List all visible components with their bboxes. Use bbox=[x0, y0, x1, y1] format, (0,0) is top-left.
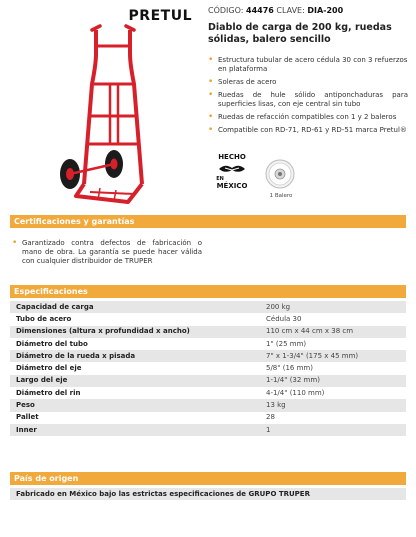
spec-label: Tubo de acero bbox=[10, 313, 260, 325]
feature-list bbox=[208, 56, 408, 135]
hand-truck-icon bbox=[30, 24, 180, 204]
spec-label: Capacidad de carga bbox=[10, 301, 260, 313]
table-row bbox=[10, 313, 406, 325]
table-row bbox=[10, 301, 406, 313]
mexico-seal-word: EN bbox=[216, 176, 224, 182]
badges-row bbox=[213, 153, 333, 203]
spec-value: 200 kg bbox=[260, 301, 406, 313]
product-clave: DIA-200 bbox=[307, 6, 344, 15]
brand-logo: PRETUL bbox=[128, 8, 192, 24]
spec-value: 1-1/4" (32 mm) bbox=[260, 375, 406, 387]
product-code-line bbox=[208, 6, 408, 18]
product-title: Diablo de carga de 200 kg, ruedas sólidas, balero sencillo bbox=[208, 22, 392, 45]
table-row bbox=[10, 362, 406, 374]
code-label: CÓDIGO: bbox=[208, 6, 244, 15]
product-header bbox=[0, 0, 416, 211]
bearing-label: 1 Balero bbox=[269, 193, 293, 199]
spec-value: 110 cm x 44 cm x 38 cm bbox=[260, 326, 406, 338]
mexico-seal-hands-icon bbox=[217, 162, 247, 176]
spec-label: Dimensiones (altura x profundidad x ancho) bbox=[10, 326, 260, 338]
feature-item: • Compatible con RD-71, RD-61 y RD-51 marca Pretul® bbox=[208, 126, 408, 135]
feature-item: • Soleras de acero bbox=[208, 78, 408, 87]
product-image-panel bbox=[10, 6, 200, 211]
feature-item: • Estructura tubular de acero cédula 30 con 3 refuerzos en plataforma bbox=[208, 56, 408, 74]
mexico-seal-word: HECHO bbox=[218, 153, 246, 161]
table-row bbox=[10, 399, 406, 411]
feature-item: • Ruedas de refacción compatibles con 1 y 2 baleros bbox=[208, 113, 408, 122]
certifications-header: Certificaciones y garantías bbox=[10, 215, 406, 228]
table-row bbox=[10, 326, 406, 338]
table-row bbox=[10, 387, 406, 399]
spec-value: 4-1/4" (110 mm) bbox=[260, 387, 406, 399]
table-row bbox=[10, 412, 406, 424]
table-row bbox=[10, 424, 406, 436]
feature-item: • Ruedas de hule sólido antiponchaduras para superficies lisas, con eje central sin tubo bbox=[208, 91, 408, 109]
mexico-seal-word: MÉXICO bbox=[216, 182, 248, 190]
spec-label: Peso bbox=[10, 399, 260, 411]
spec-value: 28 bbox=[260, 412, 406, 424]
table-row bbox=[10, 350, 406, 362]
made-in-mexico-seal-icon bbox=[213, 153, 251, 191]
spec-label: Pallet bbox=[10, 412, 260, 424]
spec-label: Diámetro del tubo bbox=[10, 338, 260, 350]
spec-label: Diámetro de la rueda x pisada bbox=[10, 350, 260, 362]
specifications-header: Especificaciones bbox=[10, 285, 406, 298]
spec-value: 1" (25 mm) bbox=[260, 338, 406, 350]
product-code: 44476 bbox=[246, 6, 274, 15]
spec-value: Cédula 30 bbox=[260, 313, 406, 325]
origin-header: País de origen bbox=[10, 472, 406, 485]
clave-label: CLAVE: bbox=[276, 6, 305, 15]
spec-value: 5/8" (16 mm) bbox=[260, 362, 406, 374]
spec-label: Diámetro del rin bbox=[10, 387, 260, 399]
spec-value: 1 bbox=[260, 424, 406, 436]
spec-label: Largo del eje bbox=[10, 375, 260, 387]
spec-value: 7" x 1-3/4" (175 x 45 mm) bbox=[260, 350, 406, 362]
spec-label: Diámetro del eje bbox=[10, 362, 260, 374]
certification-item: • Garantizado contra defectos de fabricación o mano de obra. La garantía se puede hacer válida con cualquier distribuidor de TRUPER bbox=[12, 239, 202, 266]
table-row bbox=[10, 338, 406, 350]
table-row bbox=[10, 375, 406, 387]
certifications-list bbox=[12, 239, 202, 266]
origin-text: Fabricado en México bajo las estrictas especificaciones de GRUPO TRUPER bbox=[10, 488, 406, 500]
bearing-icon bbox=[265, 159, 295, 189]
specifications-table bbox=[10, 301, 406, 436]
product-info bbox=[208, 6, 408, 139]
spec-value: 13 kg bbox=[260, 399, 406, 411]
spec-label: Inner bbox=[10, 424, 260, 436]
